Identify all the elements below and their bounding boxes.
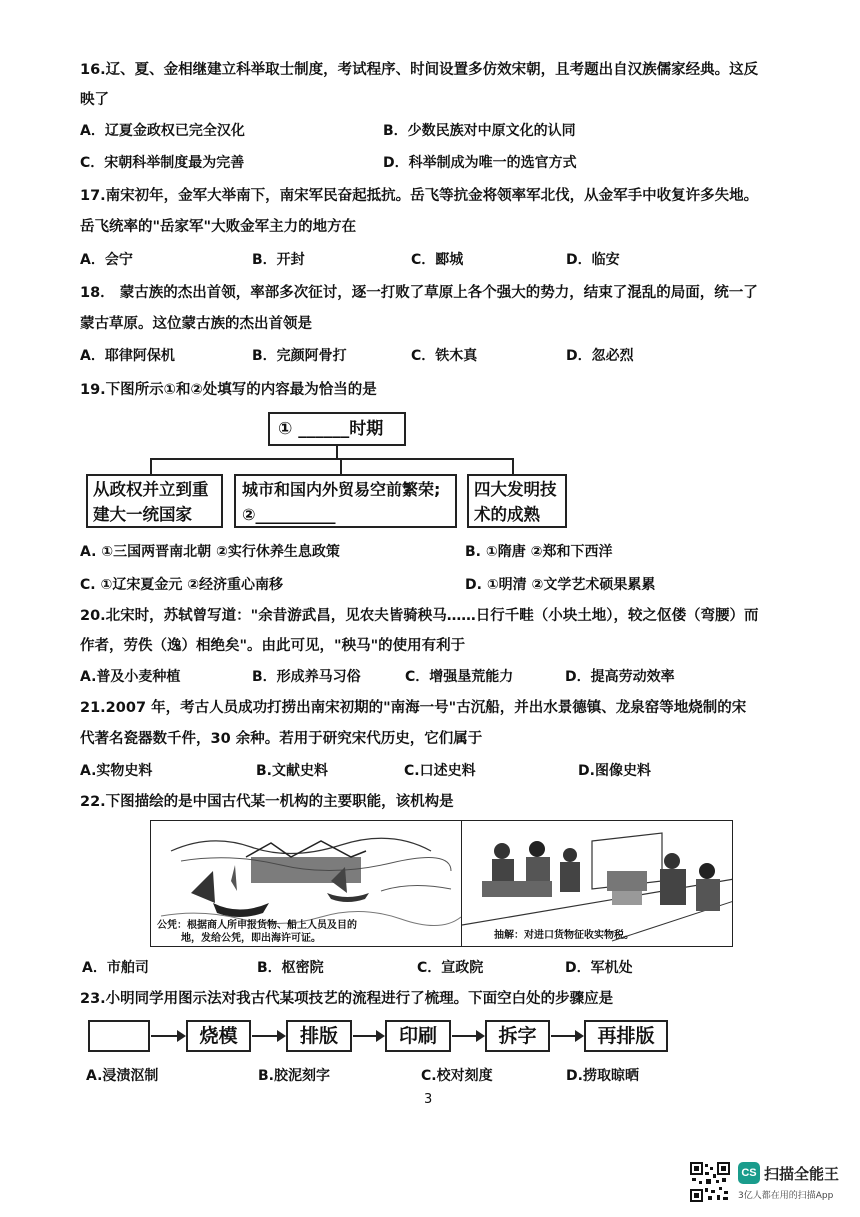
q23-step: 再排版 <box>584 1020 668 1052</box>
q23-option-c: C.校对刻度 <box>421 1068 493 1084</box>
q22-left-illustration <box>150 820 462 947</box>
qr-code-icon <box>690 1162 730 1202</box>
q18-stem-line1: 18． 蒙古族的杰出首领，率部多次征讨，逐一打败了草原上各个强大的势力，结束了混乱的局面，统一了 <box>80 285 758 301</box>
q19-left-line1: 从政权并立到重 <box>93 480 209 499</box>
flow-arrow-icon <box>252 1035 284 1037</box>
q18-option-a: A．耶律阿保机 <box>80 348 175 364</box>
scanner-app-name: 扫描全能王 <box>764 1165 840 1183</box>
q18-option-c: C．铁木真 <box>411 348 478 364</box>
q19-option-a: A. ①三国两晋南北朝 ②实行休养生息政策 <box>80 544 340 560</box>
q21-option-b: B.文献史料 <box>256 763 328 779</box>
q21-stem-line1: 21.2007 年，考古人员成功打捞出南宋初期的"南海一号"古沉船，并出水景德镇、龙泉窑等地烧制的宋 <box>80 700 747 716</box>
q20-option-c: C．增强垦荒能力 <box>405 669 514 685</box>
q16-stem-line1: 16.辽、夏、金相继建立科举取士制度，考试程序、时间设置多仿效宋朝，且考题出自汉族儒家经典。这反 <box>80 62 759 78</box>
q22-option-a: A．市舶司 <box>82 960 149 976</box>
q23-step: 排版 <box>286 1020 352 1052</box>
q17-stem-line2: 岳飞统率的"岳家军"大败金军主力的地方在 <box>80 219 357 235</box>
q19-mid-line2: ②__________ <box>242 505 336 524</box>
q16-option-a: A．辽夏金政权已完全汉化 <box>80 123 245 139</box>
q19-connector <box>336 446 338 458</box>
scanner-logo-icon: CS <box>738 1162 760 1184</box>
q22-option-b: B．枢密院 <box>257 960 324 976</box>
q23-step-blank <box>88 1020 150 1052</box>
q20-stem-line2: 作者，劳佚（逸）相绝矣"。由此可见，"秧马"的使用有利于 <box>80 638 466 654</box>
q19-connector <box>512 458 514 474</box>
q22-left-caption-line2: 地，发给公凭，即出海许可证。 <box>181 933 321 944</box>
q22-right-caption: 抽解：对进口货物征收实物税。 <box>494 930 634 941</box>
scanner-slogan: 3亿人都在用的扫描App <box>738 1191 834 1201</box>
q22-stem: 22.下图描绘的是中国古代某一机构的主要职能，该机构是 <box>80 794 454 810</box>
q17-option-b: B．开封 <box>252 252 305 268</box>
q18-stem-line2: 蒙古草原。这位蒙古族的杰出首领是 <box>80 316 312 332</box>
q21-option-d: D.图像史料 <box>578 763 651 779</box>
q18-option-d: D．忽必烈 <box>566 348 634 364</box>
q20-stem-line1: 20.北宋时，苏轼曾写道："余昔游武昌，见农夫皆骑秧马……日行千畦（小块土地），较之伛偻（弯腰）而 <box>80 608 759 624</box>
q19-mid-line1: 城市和国内外贸易空前繁荣; <box>242 480 441 499</box>
q17-option-d: D．临安 <box>566 252 620 268</box>
q19-right-line2: 术的成熟 <box>474 505 540 524</box>
q20-option-b: B．形成养马习俗 <box>252 669 361 685</box>
q19-option-d: D. ①明清 ②文学艺术硕果累累 <box>465 577 656 593</box>
q22-left-caption-line1: 公凭：根据商人所申报货物、船上人员及目的 <box>157 920 357 931</box>
q19-stem: 19.下图所示①和②处填写的内容最为恰当的是 <box>80 382 377 398</box>
q19-connector <box>150 458 152 474</box>
q17-option-c: C．郾城 <box>411 252 464 268</box>
q16-stem-line2: 映了 <box>80 92 109 108</box>
page-number: 3 <box>424 1092 433 1107</box>
q23-stem: 23.小明同学用图示法对我古代某项技艺的流程进行了梳理。下面空白处的步骤应是 <box>80 991 614 1007</box>
q19-connector <box>150 458 514 460</box>
q23-step: 拆字 <box>485 1020 550 1052</box>
scanner-watermark <box>690 1158 855 1206</box>
q16-option-d: D．科举制成为唯一的选官方式 <box>383 155 577 171</box>
q22-option-d: D．军机处 <box>565 960 633 976</box>
q19-top-box: ① ______时期 <box>268 412 406 446</box>
q19-right-line1: 四大发明技 <box>474 480 557 499</box>
q23-step: 印刷 <box>385 1020 451 1052</box>
q19-right-box <box>467 474 567 528</box>
q17-option-a: A．会宁 <box>80 252 133 268</box>
flow-arrow-icon <box>353 1035 383 1037</box>
q21-option-c: C.口述史料 <box>404 763 476 779</box>
q21-option-a: A.实物史料 <box>80 763 153 779</box>
q21-stem-line2: 代著名瓷器数千件，30 余种。若用于研究宋代历史，它们属于 <box>80 731 483 747</box>
q22-option-c: C．宣政院 <box>417 960 484 976</box>
flow-arrow-icon <box>452 1035 483 1037</box>
q23-step: 烧模 <box>186 1020 251 1052</box>
q19-option-b: B. ①隋唐 ②郑和下西洋 <box>465 544 613 560</box>
q17-stem-line1: 17.南宋初年，金军大举南下，南宋军民奋起抵抗。岳飞等抗金将领率军北伐，从金军手中收复许多失地。 <box>80 188 759 204</box>
q19-option-c: C. ①辽宋夏金元 ②经济重心南移 <box>80 577 284 593</box>
q20-option-d: D．提高劳动效率 <box>565 669 675 685</box>
q22-right-illustration <box>461 820 733 947</box>
q20-option-a: A.普及小麦种植 <box>80 669 181 685</box>
flow-arrow-icon <box>151 1035 184 1037</box>
q16-option-c: C．宋朝科举制度最为完善 <box>80 155 245 171</box>
q18-option-b: B．完颜阿骨打 <box>252 348 347 364</box>
q23-option-b: B.胶泥刻字 <box>258 1068 330 1084</box>
q16-option-b: B．少数民族对中原文化的认同 <box>383 123 576 139</box>
q19-middle-box <box>234 474 457 528</box>
q19-left-line2: 建大一统国家 <box>93 505 192 524</box>
q19-left-box <box>86 474 223 528</box>
q23-option-d: D.捞取晾晒 <box>566 1068 639 1084</box>
q23-option-a: A.浸渍沤制 <box>86 1068 159 1084</box>
q19-connector <box>340 458 342 474</box>
flow-arrow-icon <box>551 1035 582 1037</box>
